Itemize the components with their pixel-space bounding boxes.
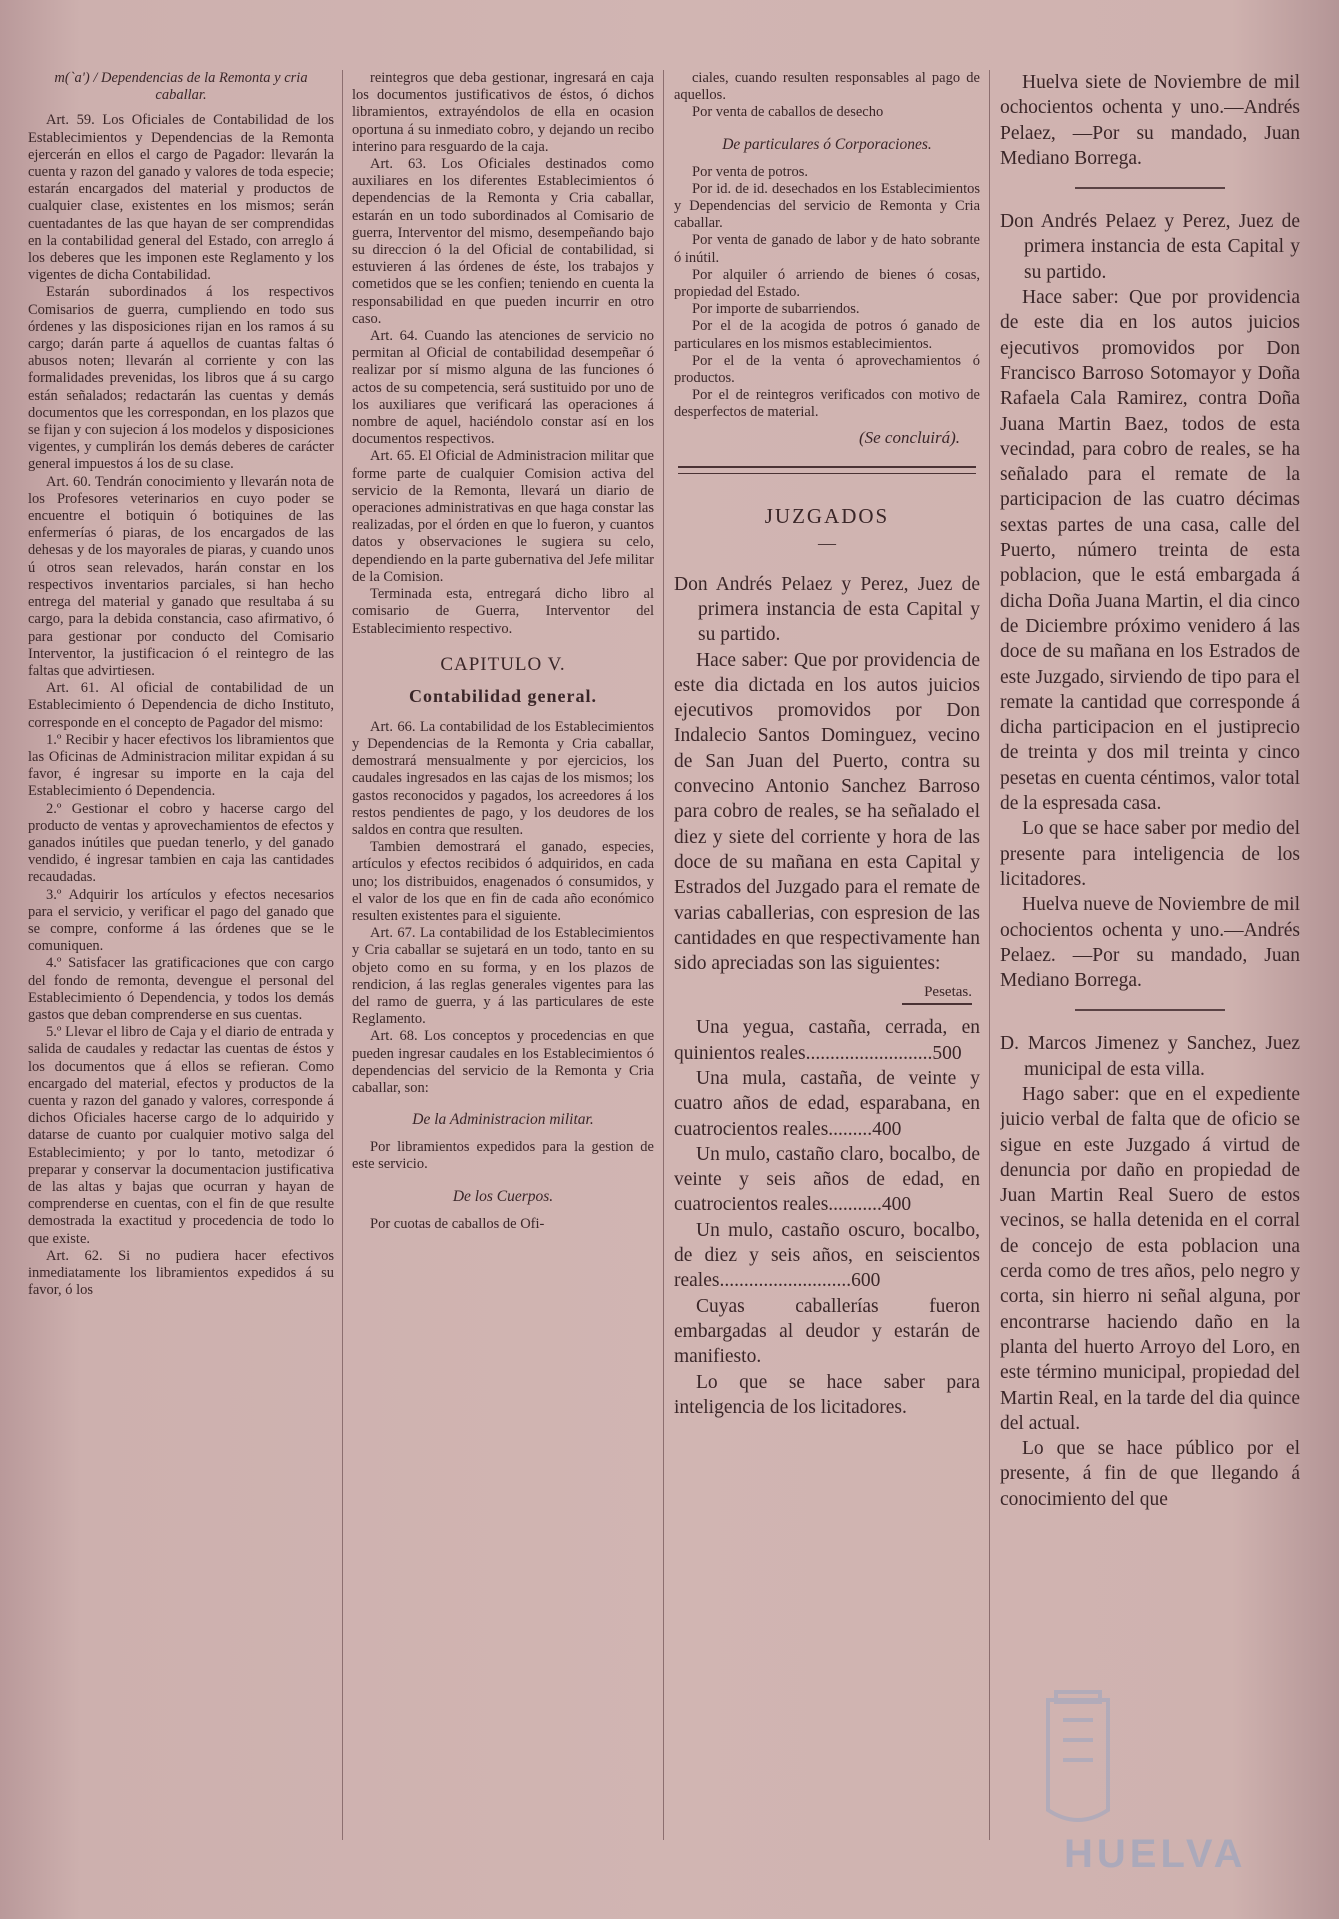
paragraph: Por id. de id. desechados en los Establecimientos y Dependencias del servicio de Remonta y Cria caballar. bbox=[674, 180, 980, 232]
paragraph: 1.º Recibir y hacer efectivos los libramientos que las Oficinas de Administracion militar expidan á su favor, é ingresar su importe en la caja del Establecimiento ó Dependencia. bbox=[28, 731, 334, 800]
column-2 bbox=[352, 70, 654, 1830]
paragraph: Por venta de potros. bbox=[692, 163, 808, 180]
short-divider bbox=[1075, 1009, 1225, 1011]
section-heading bbox=[28, 70, 334, 104]
edict-issuer: Don Andrés Pelaez y Perez, Juez de primera instancia de esta Capital y su partido. bbox=[674, 573, 980, 646]
paragraph: Terminada esta, entregará dicho libro al comisario de Guerra, Interventor del Establecimiento respectivo. bbox=[352, 586, 654, 637]
chapter-title: CAPITULO V. bbox=[440, 653, 566, 675]
short-divider bbox=[1075, 187, 1225, 189]
juzgados-heading: JUZGADOS bbox=[764, 503, 890, 528]
paragraph: Art. 63. Los Oficiales destinados como auxiliares en los diferentes Establecimientos ó dependencias de la Remonta y Cria caballar, estarán en un todo subordinados al Comisario de guerra, Interventor del mismo, desempeñando bajo su direccion ó la del Oficial de contabilidad, si estuvieren á las órdenes de éste, los trabajos y cometidos que se les confien; teniendo en cuenta la responsabilidad en que pueden incurrir en otro caso. bbox=[352, 156, 654, 327]
paragraph: Por cuotas de caballos de Ofi- bbox=[370, 1215, 545, 1232]
paragraph: Lo que se hace saber por medio del presente para inteligencia de los licitadores. bbox=[1000, 818, 1300, 890]
paragraph: Art. 60. Tendrán conocimiento y llevarán nota de los Profesores veterinarios en cuyo poder se encuentre el botiquin ó botiquines de las enfermerías ó piaras, de los encargados de las dehesas y de los mayorales de piaras, y cuando unos ú otros sean relevados, harán constar en los respectivos inventarios parciales, si han hecho entrega del material y ganado que resultaba á su cargo, para la debida constancia, caso afirmativo, ó para gestionar por conducto del Comisario Interventor, la justificacion ó el reintegro de las faltas que advirtiesen. bbox=[28, 473, 334, 679]
paragraph: Por libramientos expedidos para la gestion de este servicio. bbox=[352, 1139, 654, 1173]
column-1 bbox=[28, 70, 334, 1830]
paragraph: Por importe de subarriendos. bbox=[692, 301, 860, 318]
paragraph: Huelva nueve de Noviembre de mil ochocientos ochenta y uno.—Andrés Pelaez. —Por su mandado, Juan Mediano Borrega. bbox=[1000, 894, 1300, 992]
paragraph: Huelva siete de Noviembre de mil ochocientos ochenta y uno.—Andrés Pelaez, —Por su mandado, Juan Mediano Borrega. bbox=[1000, 72, 1300, 169]
paragraph: Art. 68. Los conceptos y procedencias en que pueden ingresar caudales en los Establecimientos ó dependencias del servicio de la Remonta y Cria caballar, son: bbox=[352, 1028, 654, 1096]
column-divider bbox=[989, 70, 990, 1840]
list-item: Una yegua, castaña, cerrada, en quinientos reales..........................500 bbox=[674, 1017, 980, 1064]
paragraph: Art. 59. Los Oficiales de Contabilidad de los Establecimientos y Dependencias de la Remonta ejercerán en ellos el cargo de Pagador: llevarán la cuenta y razon del ganado y valores de toda especie; estarán encargados del material y productos de cualquier clase, existentes en los mismos; serán cuentadantes de las que hayan de ser comprendidas en la contabilidad general del Estado, con arreglo á los deberes que les imponen este Reglamento y los vigentes de dicha Contabilidad. bbox=[28, 112, 334, 284]
paragraph: Lo que se hace saber para inteligencia de los licitadores. bbox=[674, 1371, 980, 1418]
section-title: De los Cuerpos. bbox=[452, 1187, 554, 1205]
paragraph: 2.º Gestionar el cobro y hacerse cargo del producto de ventas y aprovechamientos de efectos y ganados inútiles que puedan tenerlo, y del ganado vendido, é ingresar tambien en caja las cantidades recaudadas. bbox=[28, 800, 334, 886]
paragraph: Hace saber: Que por providencia de este dia en los autos juicios ejecutivos promovidos por Don Francisco Barroso Sotomayor y Doña Rafaela Cala Ramirez, contra Doña Juana Martin Baez, todos de esta vecindad, para cobro de reales, se ha señalado para el remate de la participacion de las cuatro décimas sextas partes de una casa, calle del Puerto, número treinta de esta poblacion, que le está embargada á dicha Doña Juana Martin, el dia cinco de Diciembre próximo venidero á las doce de su mañana en los Estrados de este Juzgado, sirviendo de tipo para el remate la cantidad que corresponde á dicha participacion en el justiprecio de treinta y dos mil treinta y cinco pesetas en cuenta céntimos, valor total de la espresada casa. bbox=[1000, 287, 1300, 815]
heading-text: Dependencias de la Remonta y cria caballar. bbox=[101, 70, 308, 104]
paragraph: ciales, cuando resulten responsables al pago de aquellos. bbox=[674, 70, 980, 104]
paragraph: Por alquiler ó arriendo de bienes ó cosas, propiedad del Estado. bbox=[674, 266, 980, 301]
edict-issuer: D. Marcos Jimenez y Sanchez, Juez municipal de esta villa. bbox=[1000, 1033, 1300, 1080]
chapter-subtitle: Contabilidad general. bbox=[408, 685, 598, 706]
paragraph: Art. 62. Si no pudiera hacer efectivos inmediatamente los libramientos expedidos á su favor, ó los bbox=[28, 1247, 334, 1299]
currency-label: Pesetas. bbox=[924, 984, 972, 1001]
paragraph: Por el de la venta ó aprovechamientos ó productos. bbox=[674, 352, 980, 387]
watermark-text: HUELVA bbox=[1064, 1832, 1247, 1876]
section-separator bbox=[678, 466, 976, 474]
column-divider bbox=[342, 70, 343, 1840]
currency-rule bbox=[902, 1003, 972, 1005]
list-item: Un mulo, castaño oscuro, bocalbo, de diez y seis años, en seiscientos reales...........................600 bbox=[674, 1219, 980, 1292]
list-item: Una mula, castaña, de veinte y cuatro años de edad, esparabana, en cuatrocientos reales.........400 bbox=[674, 1068, 980, 1140]
list-item: Un mulo, castaño claro, bocalbo, de veinte y seis años de edad, en cuatrocientos reales...........400 bbox=[674, 1143, 980, 1216]
edict-issuer: Don Andrés Pelaez y Perez, Juez de primera instancia de esta Capital y su partido. bbox=[1000, 211, 1300, 283]
paragraph: Hace saber: Que por providencia de este dia dictada en los autos juicios ejecutivos promovidos por Don Indalecio Santos Dominguez, vecino de San Juan del Puerto, contra su convecino Antonio Sanchez Barroso para cobro de reales, se ha señalado el diez y siete del corriente y hora de las doce de su mañana en esta Capital y Estrados del Juzgado para el remate de varias caballerias, con espresion de las cantidades en que respectivamente han sido apreciadas son las siguientes: bbox=[674, 649, 980, 975]
paragraph: Por venta de ganado de labor y de hato sobrante ó inútil. bbox=[674, 232, 980, 266]
paragraph: Hago saber: que en el expediente juicio verbal de falta que de oficio se sigue en este Juzgado á virtud de denuncia por daño en propiedad de Juan Martin Real Suero de estos vecinos, se halla detenida en el corral de concejo de esta poblacion una cerda como de tres años, pelo negro y corta, sin hierro ni señal alguna, por encontrarse haciendo daño en la planta del huerto Arroyo del Loro, en este término municipal, propiedad del Martin Real, en la tarde del dia quince del actual. bbox=[1000, 1083, 1300, 1434]
paragraph: 4.º Satisfacer las gratificaciones que con cargo del fondo de remonta, devengue el personal del Establecimiento ó Dependencia, y todos los demás gastos que deban comprenderse en sus cuentas. bbox=[28, 955, 334, 1023]
paragraph: Art. 66. La contabilidad de los Establecimientos y Dependencias de la Remonta y Cria caballar, demostrará mensualmente y por ejercicios, los caudales ingresados en las cajas de los mismos; los gastos reconocidos y pagados, los acreedores á los restos pendientes de pago, y los deudores de los saldos en contra que resulten. bbox=[352, 718, 654, 838]
paragraph: Por venta de caballos de desecho bbox=[692, 104, 884, 121]
column-4 bbox=[1000, 70, 1300, 1830]
section-title: De particulares ó Corporaciones. bbox=[722, 135, 932, 153]
paragraph: reintegros que deba gestionar, ingresará en caja los documentos justificativos de éstos, ó dichos libramientos, extrayéndolos de ella en ocasion oportuna á su inmediato cobro, y dejando un recibo interino para resguardo de la caja. bbox=[352, 70, 654, 155]
column-divider bbox=[663, 70, 664, 1840]
section-title: De la Administracion militar. bbox=[412, 1111, 594, 1129]
paragraph: Art. 61. Al oficial de contabilidad de un Establecimiento ó Dependencia de dicho Instituto, corresponde en el concepto de Pagador del mismo: bbox=[28, 680, 334, 731]
paragraph: Cuyas caballerías fueron embargadas al deudor y estarán de manifiesto. bbox=[674, 1295, 980, 1368]
paragraph: Por el de reintegros verificados con motivo de desperfectos de material. bbox=[674, 387, 980, 421]
paragraph: Art. 64. Cuando las atenciones de servicio no permitan al Oficial de contabilidad desempeñar ó realizar por sí mismo alguna de las funciones ó actos de su competencia, será sustituido por uno de los auxiliares que verificará las operaciones á nombre de aquel, haciéndolo constar así en los documentos respectivos. bbox=[352, 328, 654, 448]
paragraph: 5.º Llevar el libro de Caja y el diario de entrada y salida de caudales y redactar las cuentas de éstos y los documentos que á ellos se refieran. Como encargado del material, efectos y productos de la cuenta y razon del ganado y valores, corresponde á dichos Oficiales hacerse cargo de lo adquirido y datarse de cuanto por cualquier motivo salga del Establecimiento; y por lo tanto, metodizar ó preparar y conservar la documentacion justificativa de las altas y bajas que ocurran y hayan de comprenderse en cuentas, con el fin de que resulte demostrada la exactitud y procedencia de todo lo que existe. bbox=[28, 1024, 334, 1247]
paragraph: Art. 65. El Oficial de Administracion militar que forme parte de cualquier Comision activa del servicio de la Remonta, llevará un diario de operaciones administrativas en que haga constar las realizadas, por el órden en que lo fueron, y cuantos datos y observaciones le sugiera su celo, dependiendo en la parte gubernativa del Jefe militar de la Comision. bbox=[352, 448, 654, 585]
paragraph: Lo que se hace público por el presente, á fin de que llegando á conocimiento del que bbox=[1000, 1438, 1300, 1510]
paragraph: Art. 67. La contabilidad de los Establecimientos y Cria caballar se sujetará en un todo, tanto en su objeto como en su forma, y en los plazos de rendicion, á las reglas generales vigentes para las del ramo de guerra, y á las particulares de este Reglamento. bbox=[352, 925, 654, 1028]
column-3 bbox=[674, 70, 980, 1830]
paragraph: Estarán subordinados á los respectivos Comisarios de guerra, cumpliendo en todo sus órdenes y las disposiciones rijan en los ramos á su cargo; darán parte á aquellos de cuantas faltas ó abusos noten; llevarán al corriente y con las formalidades prevenidas, los libros que á su cargo están señalados; redactarán las cuentas y demás documentos que les correspondan, en los plazos que se fijan y con sujecion á los modelos y disposiciones vigentes, y cumplirán los demás deberes de carácter general impuestos á los de su clase. bbox=[28, 284, 334, 473]
paragraph: Tambien demostrará el ganado, especies, artículos y efectos recibidos ó adquiridos, en cada uno; los distribuidos, enagenados ó consumidos, y el valor de los que en fin de cada año económico resulten existentes para el siguiente. bbox=[352, 839, 654, 924]
paragraph: Por el de la acogida de potros ó ganado de particulares en los mismos establecimientos. bbox=[674, 318, 980, 352]
to-be-concluded: (Se concluirá). bbox=[858, 427, 960, 447]
heading-dash: — bbox=[818, 532, 836, 553]
heading-marker: m(`a') / bbox=[54, 70, 98, 86]
paragraph: 3.º Adquirir los artículos y efectos necesarios para el servicio, y verificar el pago del ganado que se compre, conforme á las órdenes que se le comuniquen. bbox=[28, 886, 334, 955]
